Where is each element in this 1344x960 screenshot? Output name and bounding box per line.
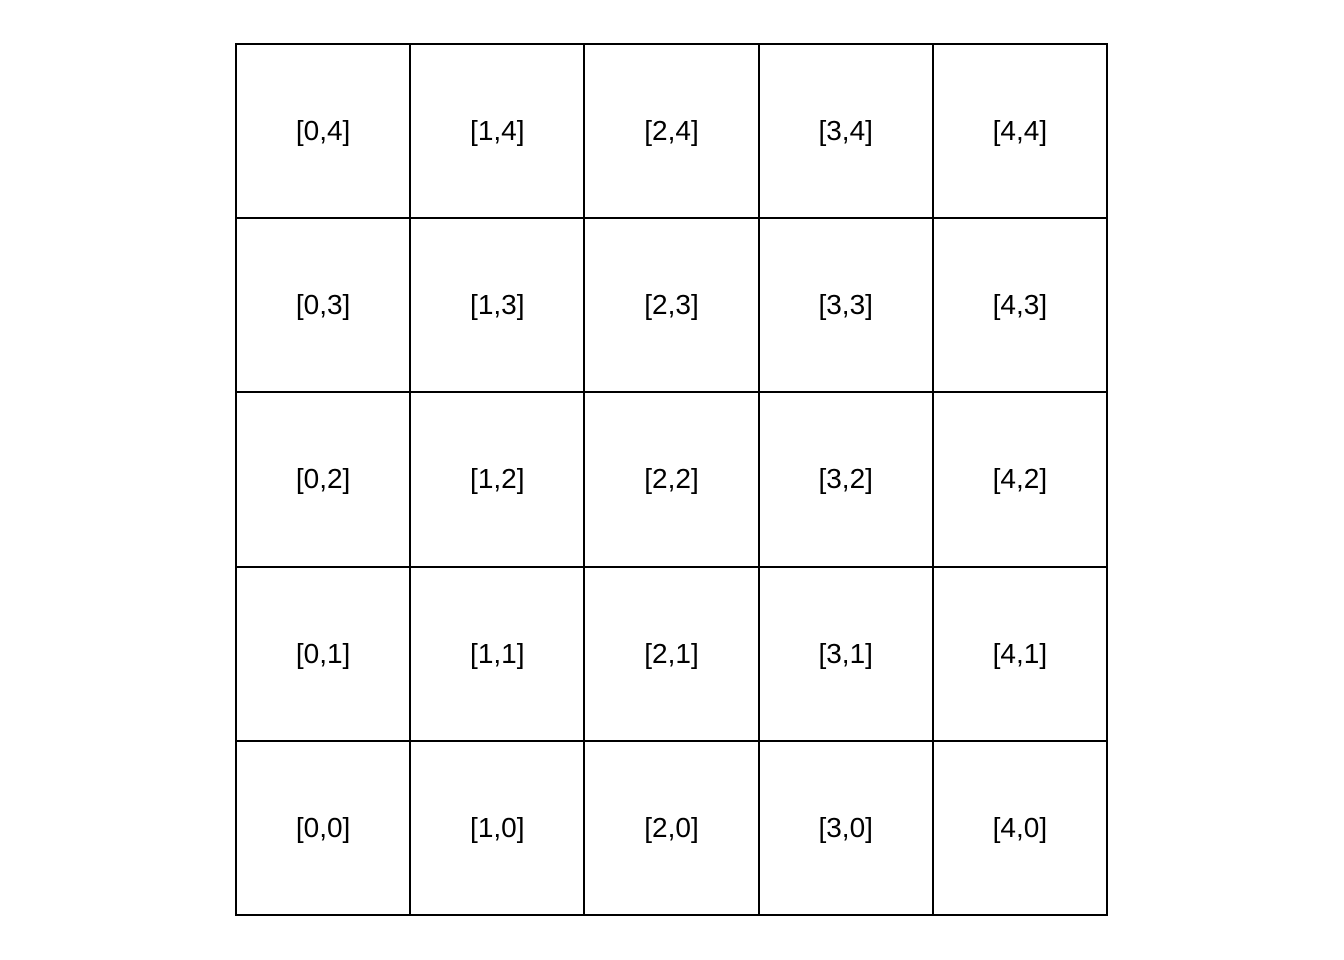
grid-cell-4-3: [4,3]	[934, 219, 1108, 393]
grid-cell-0-3: [0,3]	[237, 219, 411, 393]
grid-cell-1-3: [1,3]	[411, 219, 585, 393]
grid-cell-1-2: [1,2]	[411, 393, 585, 567]
grid-cell-0-4: [0,4]	[237, 45, 411, 219]
grid-cell-3-1: [3,1]	[760, 568, 934, 742]
grid-cell-1-1: [1,1]	[411, 568, 585, 742]
grid-cell-2-2: [2,2]	[585, 393, 759, 567]
grid-cell-3-3: [3,3]	[760, 219, 934, 393]
grid-cell-3-2: [3,2]	[760, 393, 934, 567]
grid-cell-3-4: [3,4]	[760, 45, 934, 219]
grid-cell-2-1: [2,1]	[585, 568, 759, 742]
grid-cell-4-0: [4,0]	[934, 742, 1108, 916]
grid-cell-2-3: [2,3]	[585, 219, 759, 393]
grid-cell-4-2: [4,2]	[934, 393, 1108, 567]
grid-cell-0-1: [0,1]	[237, 568, 411, 742]
grid-cell-1-4: [1,4]	[411, 45, 585, 219]
grid-cell-0-2: [0,2]	[237, 393, 411, 567]
grid-cell-3-0: [3,0]	[760, 742, 934, 916]
grid-cell-2-4: [2,4]	[585, 45, 759, 219]
coordinate-grid	[235, 43, 1108, 916]
grid-cell-4-4: [4,4]	[934, 45, 1108, 219]
grid-cell-0-0: [0,0]	[237, 742, 411, 916]
grid-cell-1-0: [1,0]	[411, 742, 585, 916]
grid-cell-2-0: [2,0]	[585, 742, 759, 916]
grid-cell-4-1: [4,1]	[934, 568, 1108, 742]
